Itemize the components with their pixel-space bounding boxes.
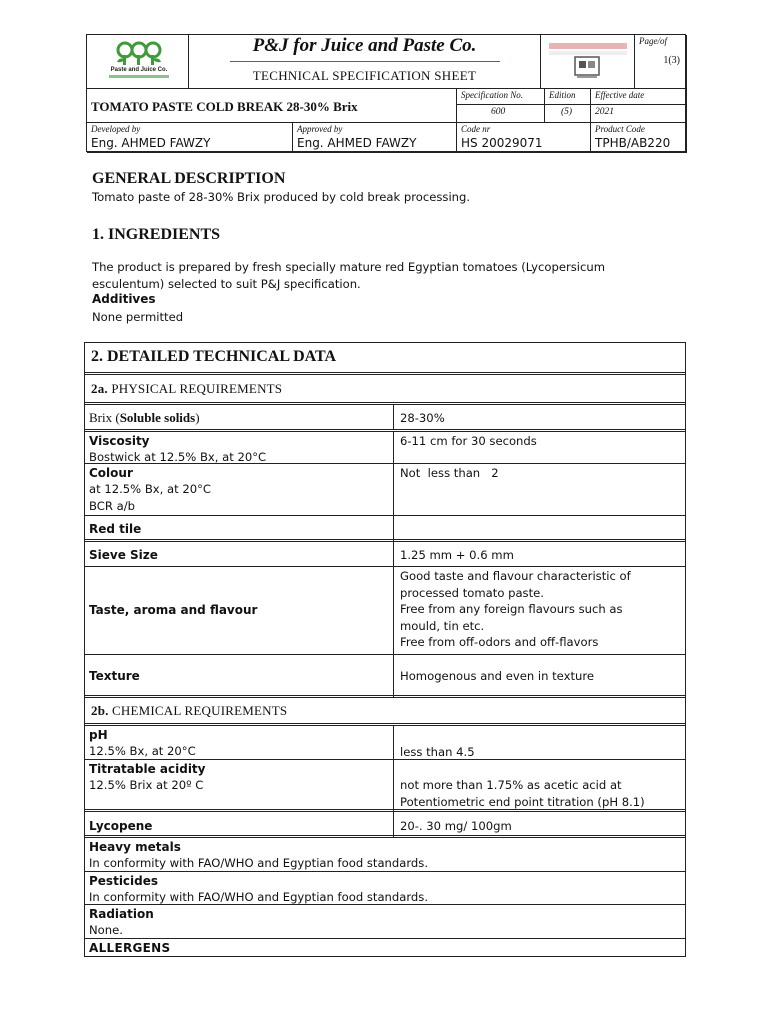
texture-label: Texture xyxy=(89,669,140,683)
table-row-lycopene xyxy=(85,809,685,837)
code-label: Code nr xyxy=(461,124,491,134)
table-title-row xyxy=(85,343,685,373)
company-logo-icon xyxy=(95,39,183,83)
table-title: 2. DETAILED TECHNICAL DATA xyxy=(91,348,337,365)
texture-value: Homogenous and even in texture xyxy=(400,669,594,683)
sieve-label: Sieve Size xyxy=(89,548,158,562)
lycopene-value: 20-. 30 mg/ 100gm xyxy=(400,819,512,833)
ph-label: pH xyxy=(89,728,108,742)
acidity-value-2: Potentiometric end point titration (pH 8.1) xyxy=(400,794,645,809)
developed-by: Eng. AHMED FAWZY xyxy=(91,136,211,150)
table-row-colour xyxy=(85,463,685,515)
page-label: Page/of xyxy=(639,36,667,46)
ingredients-heading: 1. INGREDIENTS xyxy=(92,226,221,243)
acidity-value-1: not more than 1.75% as acetic acid at xyxy=(400,778,622,792)
taste-label: Taste, aroma and flavour xyxy=(89,603,258,617)
radiation-label: Radiation xyxy=(89,907,154,921)
spec-number-cell xyxy=(457,89,545,123)
spec-number-label: Specification No. xyxy=(461,90,523,100)
heavy-metals-value: In conformity with FAO/WHO and Egyptian food standards. xyxy=(89,856,429,870)
effective-date-label: Effective date xyxy=(595,90,645,100)
taste-value-5: Free from off-odors and off-flavors xyxy=(400,635,599,650)
acidity-label: Titratable acidity xyxy=(89,762,206,776)
table-row-pesticides xyxy=(85,871,685,904)
radiation-value: None. xyxy=(89,923,123,937)
effective-date: 2021 xyxy=(595,107,614,117)
colour-scale: BCR a/b xyxy=(89,498,135,513)
approved-by: Eng. AHMED FAWZY xyxy=(297,136,417,150)
heavy-metals-label: Heavy metals xyxy=(89,840,181,854)
effective-date-cell xyxy=(591,89,687,123)
table-row-viscosity xyxy=(85,429,685,464)
developed-by-cell xyxy=(87,123,293,153)
code-value: HS 20029071 xyxy=(461,136,543,150)
physical-heading: 2a. PHYSICAL REQUIREMENTS xyxy=(91,381,283,396)
product-code-label: Product Code xyxy=(595,124,645,134)
table-row-radiation xyxy=(85,904,685,938)
physical-heading-row xyxy=(85,372,685,402)
table-row-texture xyxy=(85,654,685,697)
edition-cell xyxy=(545,89,591,123)
edition-label: Edition xyxy=(549,90,576,100)
viscosity-value: 6-11 cm for 30 seconds xyxy=(400,434,537,448)
taste-value-3: Free from any foreign flavours such as xyxy=(400,602,623,617)
ingredients-line-2: esculentum) selected to suit P&J specification. xyxy=(92,277,361,291)
general-description-text: Tomato paste of 28-30% Brix produced by cold break processing. xyxy=(92,190,471,204)
code-cell xyxy=(457,123,591,153)
page-value: 1(3) xyxy=(663,55,680,66)
table-row-acidity xyxy=(85,759,685,811)
spec-header xyxy=(86,34,686,152)
ph-method: 12.5% Bx, at 20°C xyxy=(89,744,196,758)
product-name: TOMATO PASTE COLD BREAK 28-30% Brix xyxy=(91,99,358,114)
brix-label: Brix (Soluble solids) xyxy=(89,410,200,425)
approved-by-label: Approved by xyxy=(297,124,343,134)
taste-value-2: processed tomato paste. xyxy=(400,585,544,600)
table-row-taste xyxy=(85,566,685,654)
sheet-title: TECHNICAL SPECIFICATION SHEET xyxy=(252,68,477,83)
sieve-value: 1.25 mm + 0.6 mm xyxy=(400,548,514,562)
viscosity-method: Bostwick at 12.5% Bx, at 20°C xyxy=(89,450,267,464)
developed-by-label: Developed by xyxy=(91,124,141,134)
certification-seal-icon xyxy=(547,41,629,81)
company-logo xyxy=(87,35,189,89)
chemical-heading-row xyxy=(85,695,685,724)
product-code: TPHB/AB220 xyxy=(595,136,671,150)
colour-label: Colour xyxy=(89,466,133,480)
ingredients-line-1: The product is prepared by fresh specially mature red Egyptian tomatoes (Lycopersicum xyxy=(92,260,605,274)
page-number-block xyxy=(635,35,687,89)
allergens-label: ALLERGENS xyxy=(89,941,171,955)
table-row-red-tile xyxy=(85,515,685,542)
edition-value: (5) xyxy=(561,107,573,117)
acidity-method: 12.5% Brix at 20º C xyxy=(89,778,204,792)
brix-value: 28-30% xyxy=(400,411,445,425)
additives-value: None permitted xyxy=(92,310,184,324)
taste-value-4: mould, tin etc. xyxy=(400,618,485,633)
pesticides-label: Pesticides xyxy=(89,874,159,888)
taste-value-1: Good taste and flavour characteristic of xyxy=(400,569,631,583)
certification-block xyxy=(541,35,635,89)
svg-text:Paste and Juice Co.: Paste and Juice Co. xyxy=(110,67,168,73)
red-tile-label: Red tile xyxy=(89,522,142,536)
title-underline xyxy=(230,61,500,62)
table-row-heavy-metals xyxy=(85,835,685,871)
colour-value: Not less than 2 xyxy=(400,466,499,480)
ph-value: less than 4.5 xyxy=(400,745,475,759)
table-row-allergens xyxy=(85,938,685,958)
lycopene-label: Lycopene xyxy=(89,819,153,833)
additives-label: Additives xyxy=(92,292,156,306)
spec-number: 600 xyxy=(491,107,506,117)
chemical-heading: 2b. CHEMICAL REQUIREMENTS xyxy=(91,703,288,718)
pesticides-value: In conformity with FAO/WHO and Egyptian food standards. xyxy=(89,890,429,904)
approved-by-cell xyxy=(293,123,457,153)
company-name: P&J for Juice and Paste Co. xyxy=(252,35,477,56)
general-description-heading: GENERAL DESCRIPTION xyxy=(92,170,286,187)
colour-method: at 12.5% Bx, at 20°C xyxy=(89,482,212,496)
table-row-ph xyxy=(85,723,685,759)
technical-data-table xyxy=(84,342,686,957)
table-row-brix xyxy=(85,402,685,429)
table-row-sieve xyxy=(85,539,685,567)
viscosity-label: Viscosity xyxy=(89,434,150,448)
product-code-cell xyxy=(591,123,687,153)
title-block xyxy=(189,35,541,89)
product-name-cell xyxy=(87,89,457,123)
